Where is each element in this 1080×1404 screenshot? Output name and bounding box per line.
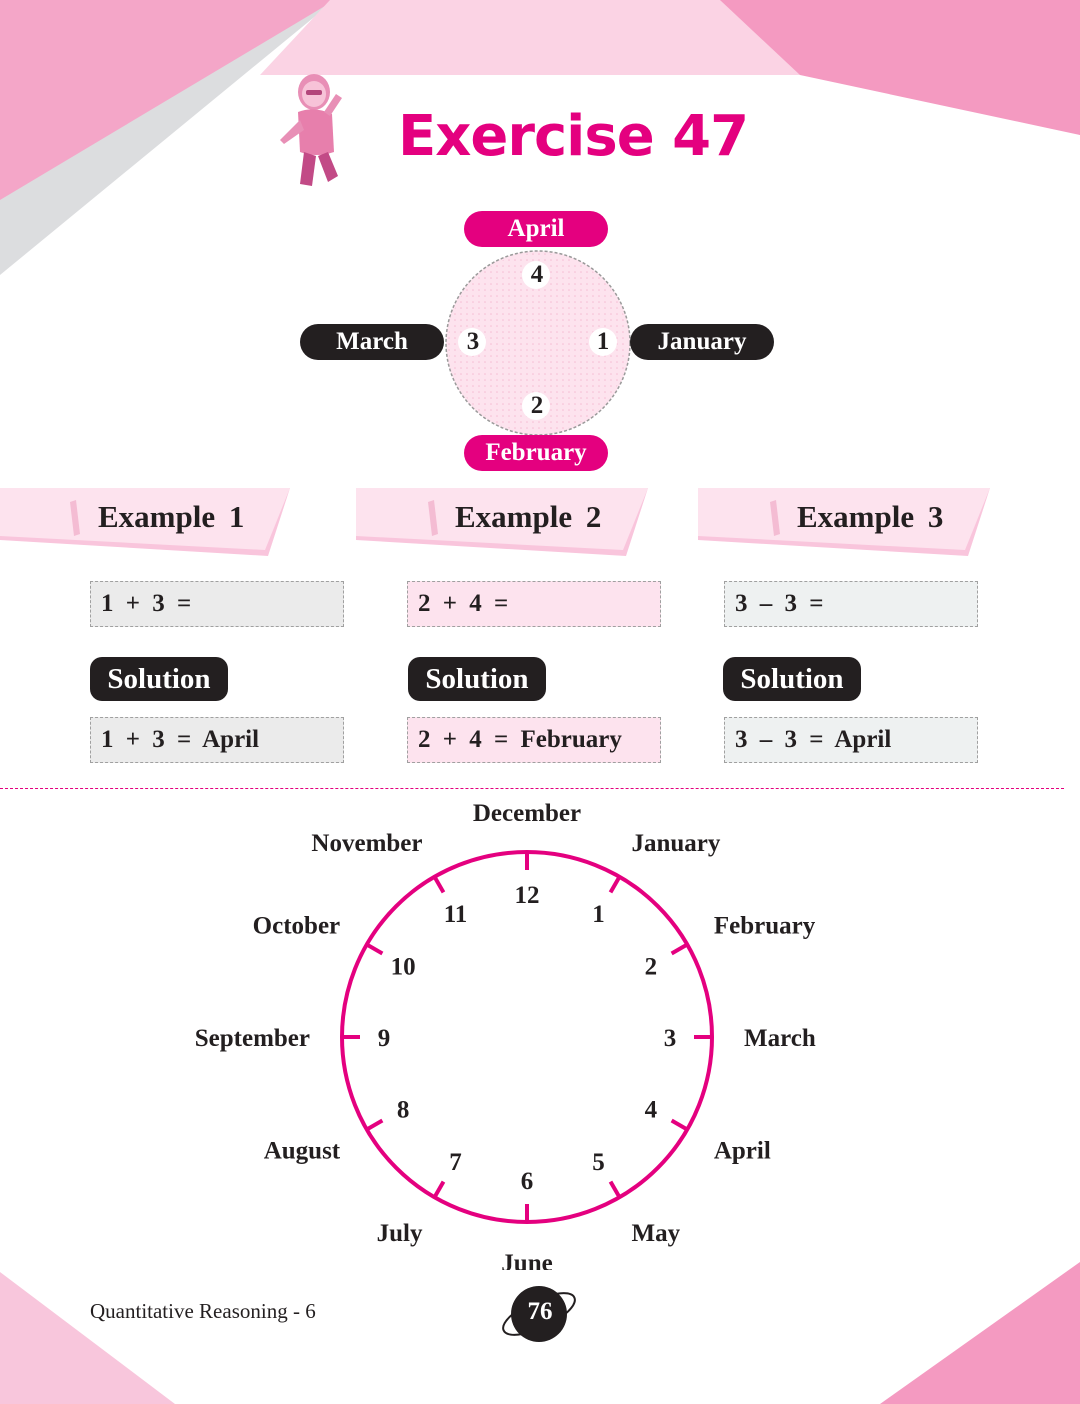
big-clock-month-july: July — [376, 1219, 423, 1247]
big-clock-month-february: February — [713, 912, 816, 940]
exercise-title: Exercise 47 — [398, 104, 749, 169]
big-clock-number-3: 3 — [663, 1025, 677, 1052]
solution-label-1: Solution — [90, 657, 228, 701]
example-label-3: Example 3 — [797, 499, 944, 534]
big-clock-number-5: 5 — [592, 1148, 605, 1176]
small-clock-number-2: 2 — [530, 392, 544, 419]
big-clock-tick-4 — [672, 1121, 688, 1130]
book-title: Quantitative Reasoning - 6 — [90, 1299, 316, 1323]
question-box-3: 3 – 3 = — [724, 581, 978, 627]
page-number: 76 — [527, 1298, 553, 1325]
month-pill-january: January — [630, 324, 774, 360]
big-clock-month-october: October — [252, 912, 341, 940]
big-clock-month-november: November — [311, 830, 423, 858]
big-clock-number-9: 9 — [377, 1025, 391, 1052]
big-clock-tick-10 — [367, 945, 383, 954]
big-clock-month-january: January — [631, 830, 721, 858]
big-clock-month-april: April — [713, 1137, 771, 1165]
solution-label-3: Solution — [723, 657, 861, 701]
small-clock-number-4: 4 — [530, 261, 544, 288]
month-pill-march: March — [300, 324, 444, 360]
question-box-1: 1 + 3 = — [90, 581, 344, 627]
big-clock-tick-8 — [367, 1121, 383, 1130]
big-clock-number-7: 7 — [449, 1148, 462, 1176]
big-clock-number-12: 12 — [514, 882, 540, 909]
big-clock-tick-7 — [435, 1182, 444, 1198]
example-label-2: Example 2 — [455, 499, 602, 534]
big-clock-face — [0, 800, 1080, 1270]
big-clock-tick-1 — [611, 877, 620, 893]
big-clock-tick-5 — [611, 1182, 620, 1198]
example-label-1: Example 1 — [98, 499, 245, 534]
big-clock-month-september: September — [194, 1025, 310, 1052]
big-clock-number-2: 2 — [644, 953, 658, 981]
big-clock-month-december: December — [472, 800, 582, 827]
big-clock-number-6: 6 — [520, 1168, 534, 1195]
big-clock-month-june: June — [501, 1250, 553, 1270]
big-clock-number-4: 4 — [644, 1096, 658, 1124]
month-pill-april: April — [464, 211, 608, 247]
small-clock-number-3: 3 — [466, 328, 480, 355]
big-clock-tick-11 — [435, 877, 444, 893]
answer-box-2: 2 + 4 = February — [407, 717, 661, 763]
big-clock-month-may: May — [631, 1219, 681, 1247]
big-clock-number-11: 11 — [443, 901, 468, 929]
character-illustration — [272, 72, 352, 192]
answer-box-1: 1 + 3 = April — [90, 717, 344, 763]
section-divider — [0, 788, 1064, 789]
big-clock-tick-2 — [672, 945, 688, 954]
month-pill-february: February — [464, 435, 608, 471]
question-box-2: 2 + 4 = — [407, 581, 661, 627]
big-clock-number-10: 10 — [390, 953, 416, 981]
big-clock-number-8: 8 — [396, 1096, 410, 1124]
big-clock-number-1: 1 — [592, 901, 605, 929]
big-clock-month-august: August — [263, 1137, 341, 1165]
big-clock-month-march: March — [744, 1025, 816, 1052]
solution-label-2: Solution — [408, 657, 546, 701]
small-clock-number-1: 1 — [596, 328, 610, 355]
answer-box-3: 3 – 3 = April — [724, 717, 978, 763]
